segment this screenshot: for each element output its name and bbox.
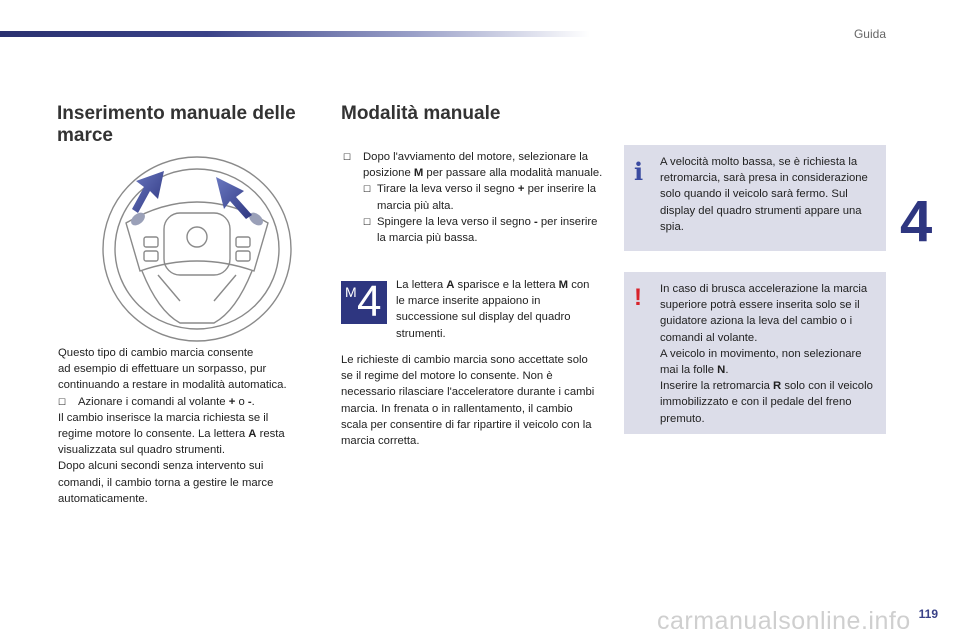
- checkbox-bullet-icon: ☐: [363, 184, 372, 195]
- watermark: carmanualsonline.info: [657, 607, 911, 635]
- middle-body-text: Le richieste di cambio marcia sono accettate solo se il regime del motore lo consente. Non è necessario rilasciare l'acceleratore durante i cambi marcia. In frenata o in rallentamento, il cambio scala per consentire di far ripartire il veicolo con la marcia corretta.: [341, 354, 595, 448]
- page-number: 119: [918, 607, 938, 621]
- list-item: ☐ Dopo l'avviamento del motore, selezionare la posizione M per passare alla modalità manuale.: [343, 151, 603, 180]
- checkbox-bullet-icon: ☐: [363, 216, 372, 227]
- info-box: [624, 145, 886, 251]
- paddle-arrow-icon: [216, 177, 252, 219]
- gear-display-icon: M 4: [341, 281, 387, 324]
- gear-display-description: La lettera A sparisce e la lettera M con le marce inserite appaiono in successione sul display del quadro strumenti.: [396, 279, 590, 340]
- info-text: A velocità molto bassa, se è richiesta la retromarcia, sarà presa in considerazione solo quando il veicolo sarà fermo. Sul display del quadro strumenti appare una spia.: [660, 156, 868, 233]
- paddle-arrow-icon: [132, 171, 164, 213]
- warning-text: In caso di brusca accelerazione la marcia superiore potrà essere inserita solo se il guidatore aziona la leva del cambio o i comandi al volante. A veicolo in movimento, non selezionare mai la folle N. Inserire la retromarcia R solo con il veicolo immobilizzato e con il pedale del freno premuto.: [660, 283, 873, 425]
- steering-wheel-illustration: [98, 151, 296, 347]
- warning-box: [624, 272, 886, 434]
- list-item: ☐ Tirare la leva verso il segno + per inserire la marcia più alta.: [363, 183, 597, 212]
- chapter-number: 4: [900, 189, 933, 254]
- exclamation-icon: !: [634, 284, 642, 311]
- left-heading: Inserimento manuale delle marce: [57, 103, 296, 146]
- left-body-text: Questo tipo di cambio marcia consente ad esempio di effettuare un sorpasso, pur continuando a restare in modalità automatica. ☐ Azionare i comandi al volante + o -. Il cambio inserisce la marcia richiesta se il regime motore lo consente. La lettera A resta visualizzata sul quadro strumenti. Dopo alcuni secondi senza intervento sui comandi, il cambio torna a gestire le marce automaticamente.: [58, 347, 287, 505]
- section-title: Guida: [853, 27, 886, 41]
- checkbox-bullet-icon: ☐: [343, 152, 352, 162]
- list-item: ☐ Spingere la leva verso il segno - per inserire la marcia più bassa.: [363, 215, 598, 245]
- checkbox-bullet-icon: ☐: [58, 396, 67, 407]
- header-rule: [0, 31, 590, 37]
- manual-mode-steps: [343, 149, 608, 246]
- middle-heading: Modalità manuale: [341, 103, 501, 124]
- info-icon: i: [634, 157, 644, 186]
